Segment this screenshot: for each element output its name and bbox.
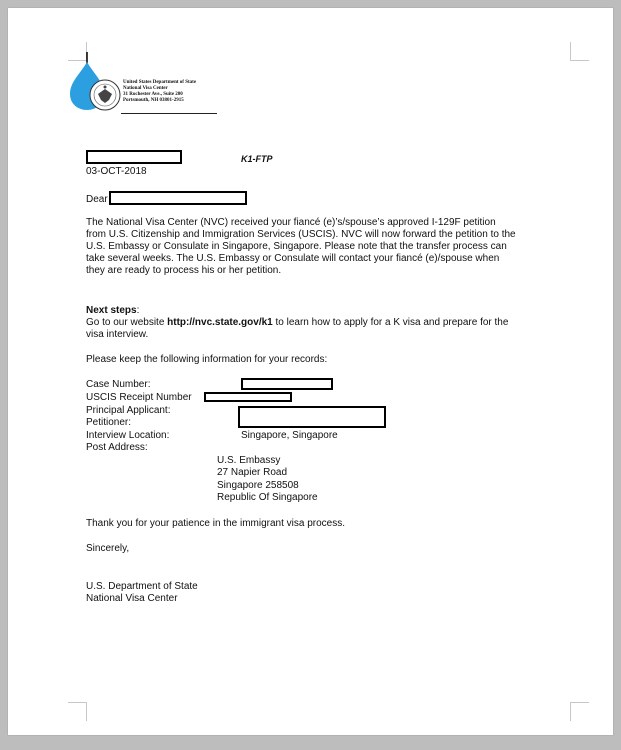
crop-mark-bottom-right <box>570 702 589 721</box>
document-code: K1-FTP <box>241 154 273 164</box>
closing: Sincerely, <box>86 543 130 554</box>
keep-info-text: Please keep the following information for your records: <box>86 354 328 365</box>
salutation: Dear <box>86 194 108 205</box>
thanks-line: Thank you for your patience in the immigrant visa process. <box>86 518 346 529</box>
principal-applicant-label: Principal Applicant: <box>86 405 171 416</box>
post-address-line: 27 Napier Road <box>217 467 288 478</box>
letterhead-line: United States Department of State <box>123 80 197 85</box>
redacted-recipient <box>109 191 247 205</box>
signature-department: U.S. Department of State <box>86 581 198 592</box>
uscis-receipt-label: USCIS Receipt Number <box>86 392 192 403</box>
post-address-label: Post Address: <box>86 442 148 453</box>
crop-mark-bottom-left <box>68 702 87 721</box>
redacted-case-number <box>241 378 333 390</box>
next-steps-heading: Next steps: <box>86 305 140 316</box>
post-address-line: Singapore 258508 <box>217 480 299 491</box>
case-number-label: Case Number: <box>86 379 151 390</box>
intro-paragraph: The National Visa Center (NVC) received your fiancé (e)’s/spouse’s approved I-129F petition from U.S. Citizenship and Immigration Services (USCIS). NVC will now forward the petition to the U.S. Embassy or Consulate in Singapore, Singapore. Please note that the transfer process can take several weeks. The U.S. Embassy or Consulate will contact your fiancé (e)/spouse when they are ready to process his or her petition. <box>86 217 516 276</box>
post-address-line: Republic Of Singapore <box>217 492 318 503</box>
next-steps-text: Go to our website http://nvc.state.gov/k1 to learn how to apply for a K visa and prepare for the visa interview. <box>86 317 509 340</box>
redacted-uscis-receipt <box>204 392 292 402</box>
letter-date: 03-OCT-2018 <box>86 166 147 177</box>
crop-mark-top-right <box>570 42 589 61</box>
letterhead-line: Portsmouth, NH 03801-2915 <box>123 98 184 103</box>
nvc-website-link[interactable]: http://nvc.state.gov/k1 <box>167 317 273 328</box>
post-address-line: U.S. Embassy <box>217 455 281 466</box>
letterhead-rule <box>121 113 217 114</box>
signature-center: National Visa Center <box>86 593 178 604</box>
interview-location-value: Singapore, Singapore <box>241 430 338 441</box>
letter-page <box>8 8 613 735</box>
letterhead-line: National Visa Center <box>123 86 168 91</box>
redacted-name <box>86 150 182 164</box>
petitioner-label: Petitioner: <box>86 417 132 428</box>
department-seal-icon <box>88 78 122 112</box>
letterhead-line: 31 Rochester Ave., Suite 200 <box>123 92 183 97</box>
letterhead-address <box>123 80 196 104</box>
redacted-principal-petitioner <box>238 406 386 428</box>
interview-location-label: Interview Location: <box>86 430 170 441</box>
